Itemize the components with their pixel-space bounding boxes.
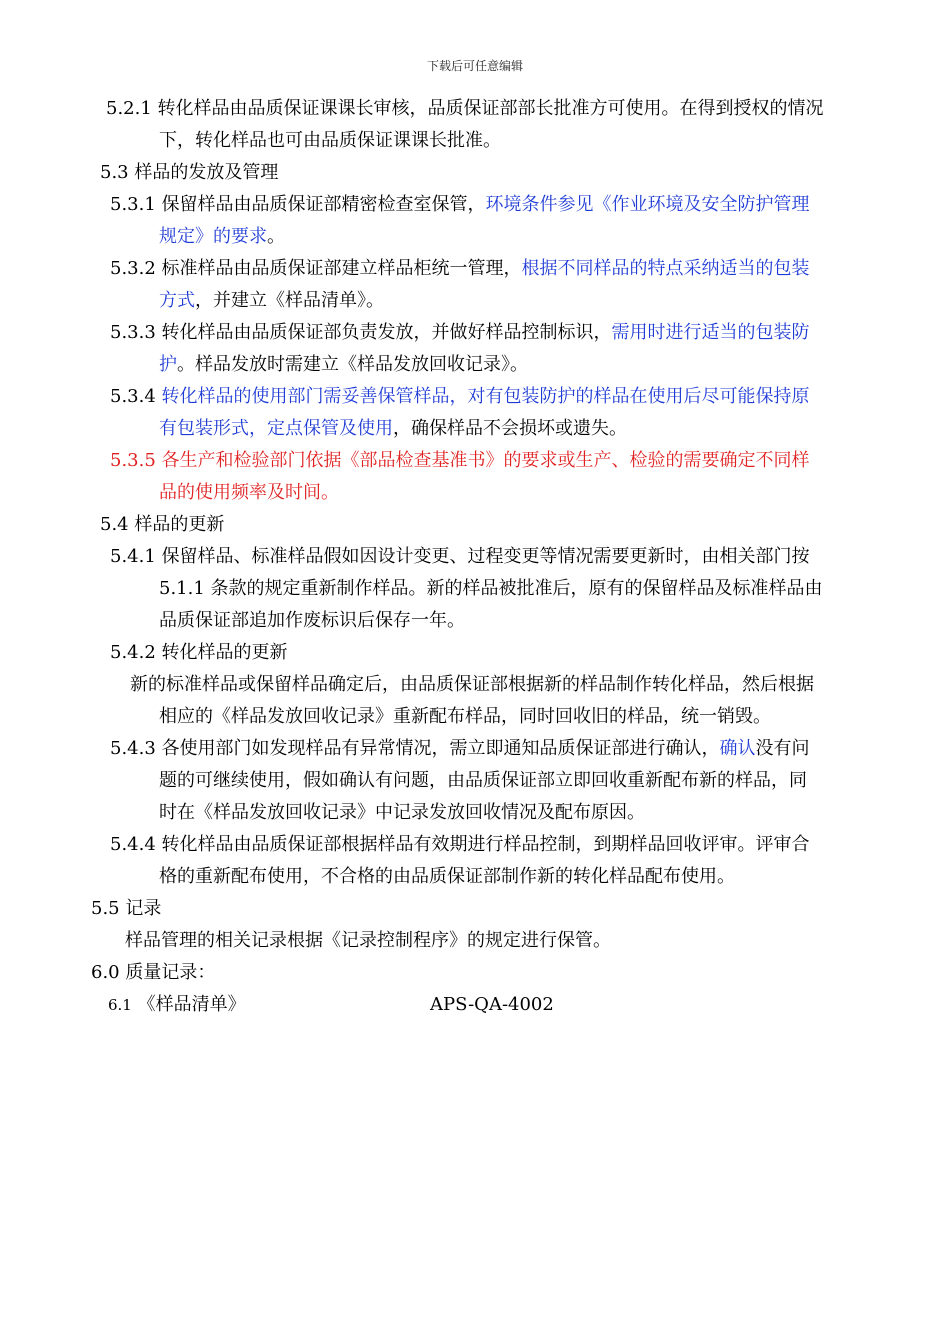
clause-5-3-2-highlight: 根据不同样品的特点采纳适当的包装 xyxy=(521,258,810,279)
record-6-1-number: 6.1 xyxy=(108,996,132,1014)
clause-5-3-5-line-1: 5.3.5 各生产和检验部门依据《部品检查基准书》的要求或生产、检验的需要确定不同样 xyxy=(110,450,810,471)
clause-5-2-1-line-2: 下，转化样品也可由品质保证课课长批准。 xyxy=(159,130,501,151)
clause-5-3-2-highlight-cont: 方式 xyxy=(159,290,195,311)
section-5-3-heading: 5.3 样品的发放及管理 xyxy=(100,162,279,183)
clause-5-4-3-line-3: 时在《样品发放回收记录》中记录发放回收情况及配布原因。 xyxy=(159,802,645,823)
clause-5-3-1-highlight: 环境条件参见《作业环境及安全防护管理 xyxy=(485,194,810,215)
clause-5-4-4-line-2: 格的重新配布使用，不合格的由品质保证部制作新的转化样品配布使用。 xyxy=(159,866,735,887)
clause-5-3-2-line-2 xyxy=(159,285,384,317)
clause-5-3-1-line-1 xyxy=(110,189,810,221)
record-6-1-code: APS-QA-4002 xyxy=(430,994,554,1015)
clause-5-4-3-line-1 xyxy=(110,733,810,765)
clause-5-4-3-suffix: 没有问 xyxy=(755,738,810,759)
section-5-5-body: 样品管理的相关记录根据《记录控制程序》的规定进行保管。 xyxy=(125,930,611,951)
clause-5-3-3-line-1 xyxy=(110,317,810,349)
clause-5-4-3-line-2: 题的可继续使用，假如确认有问题，由品质保证部立即回收重新配布新的样品，同 xyxy=(159,770,807,791)
clause-5-3-1-prefix: 5.3.1 保留样品由品质保证部精密检查室保管， xyxy=(110,194,486,215)
clause-5-3-2-suffix: ，并建立《样品清单》。 xyxy=(195,290,384,311)
clause-5-3-1-highlight-cont: 规定》的要求 xyxy=(159,226,267,247)
clause-5-3-1-suffix: 。 xyxy=(267,226,285,247)
clause-5-3-4-number: 5.3.4 xyxy=(110,386,162,407)
clause-5-3-4-line-2 xyxy=(159,413,627,445)
clause-5-4-2-heading: 5.4.2 转化样品的更新 xyxy=(110,642,288,663)
clause-5-4-2-line-1: 新的标准样品或保留样品确定后，由品质保证部根据新的样品制作转化样品，然后根据 xyxy=(130,674,814,695)
clause-5-4-3-prefix: 5.4.3 各使用部门如发现样品有异常情况，需立即通知品质保证部进行确认， xyxy=(110,738,720,759)
clause-5-4-1-line-2: 5.1.1 条款的规定重新制作样品。新的样品被批准后，原有的保留样品及标准样品由 xyxy=(159,578,823,599)
clause-5-4-3-highlight: 确认 xyxy=(719,738,756,759)
section-5-5-heading: 5.5 记录 xyxy=(91,898,162,919)
section-6-0-heading: 6.0 质量记录： xyxy=(91,962,216,983)
record-6-1-title: 《样品清单》 xyxy=(137,994,246,1015)
clause-5-3-2-prefix: 5.3.2 标准样品由品质保证部建立样品柜统一管理， xyxy=(110,258,522,279)
clause-5-3-3-suffix: 。样品发放时需建立《样品发放回收记录》。 xyxy=(177,354,528,375)
clause-5-3-3-highlight-cont: 护 xyxy=(159,354,177,375)
clause-5-3-5-line-2: 品的使用频率及时间。 xyxy=(159,482,339,503)
clause-5-3-4-suffix: ，确保样品不会损坏或遗失。 xyxy=(393,418,627,439)
clause-5-3-4-line-1 xyxy=(110,381,810,413)
record-6-1-row xyxy=(108,989,246,1021)
clause-5-4-2-line-2: 相应的《样品发放回收记录》重新配布样品，同时回收旧的样品，统一销毁。 xyxy=(159,706,771,727)
clause-5-3-3-prefix: 5.3.3 转化样品由品质保证部负责发放，并做好样品控制标识， xyxy=(110,322,612,343)
clause-5-4-4-line-1: 5.4.4 转化样品由品质保证部根据样品有效期进行样品控制，到期样品回收评审。评审合 xyxy=(110,834,810,855)
clause-5-3-1-line-2 xyxy=(159,221,285,253)
clause-5-3-3-line-2 xyxy=(159,349,528,381)
clause-5-3-4-highlight: 转化样品的使用部门需妥善保管样品，对有包装防护的样品在使用后尽可能保持原 xyxy=(161,386,810,407)
clause-5-4-1-line-1: 5.4.1 保留样品、标准样品假如因设计变更、过程变更等情况需要更新时，由相关部门按 xyxy=(110,546,810,567)
clause-5-3-3-highlight: 需用时进行适当的包装防 xyxy=(611,322,810,343)
page-header: 下载后可任意编辑 xyxy=(426,59,523,73)
clause-5-2-1-line-1: 5.2.1 转化样品由品质保证课课长审核，品质保证部部长批准方可使用。在得到授权的情况 xyxy=(106,98,824,119)
clause-5-3-2-line-1 xyxy=(110,253,810,285)
section-5-4-heading: 5.4 样品的更新 xyxy=(100,514,225,535)
clause-5-3-4-highlight-cont: 有包装形式，定点保管及使用 xyxy=(159,418,393,439)
clause-5-4-1-line-3: 品质保证部追加作废标识后保存一年。 xyxy=(159,610,465,631)
